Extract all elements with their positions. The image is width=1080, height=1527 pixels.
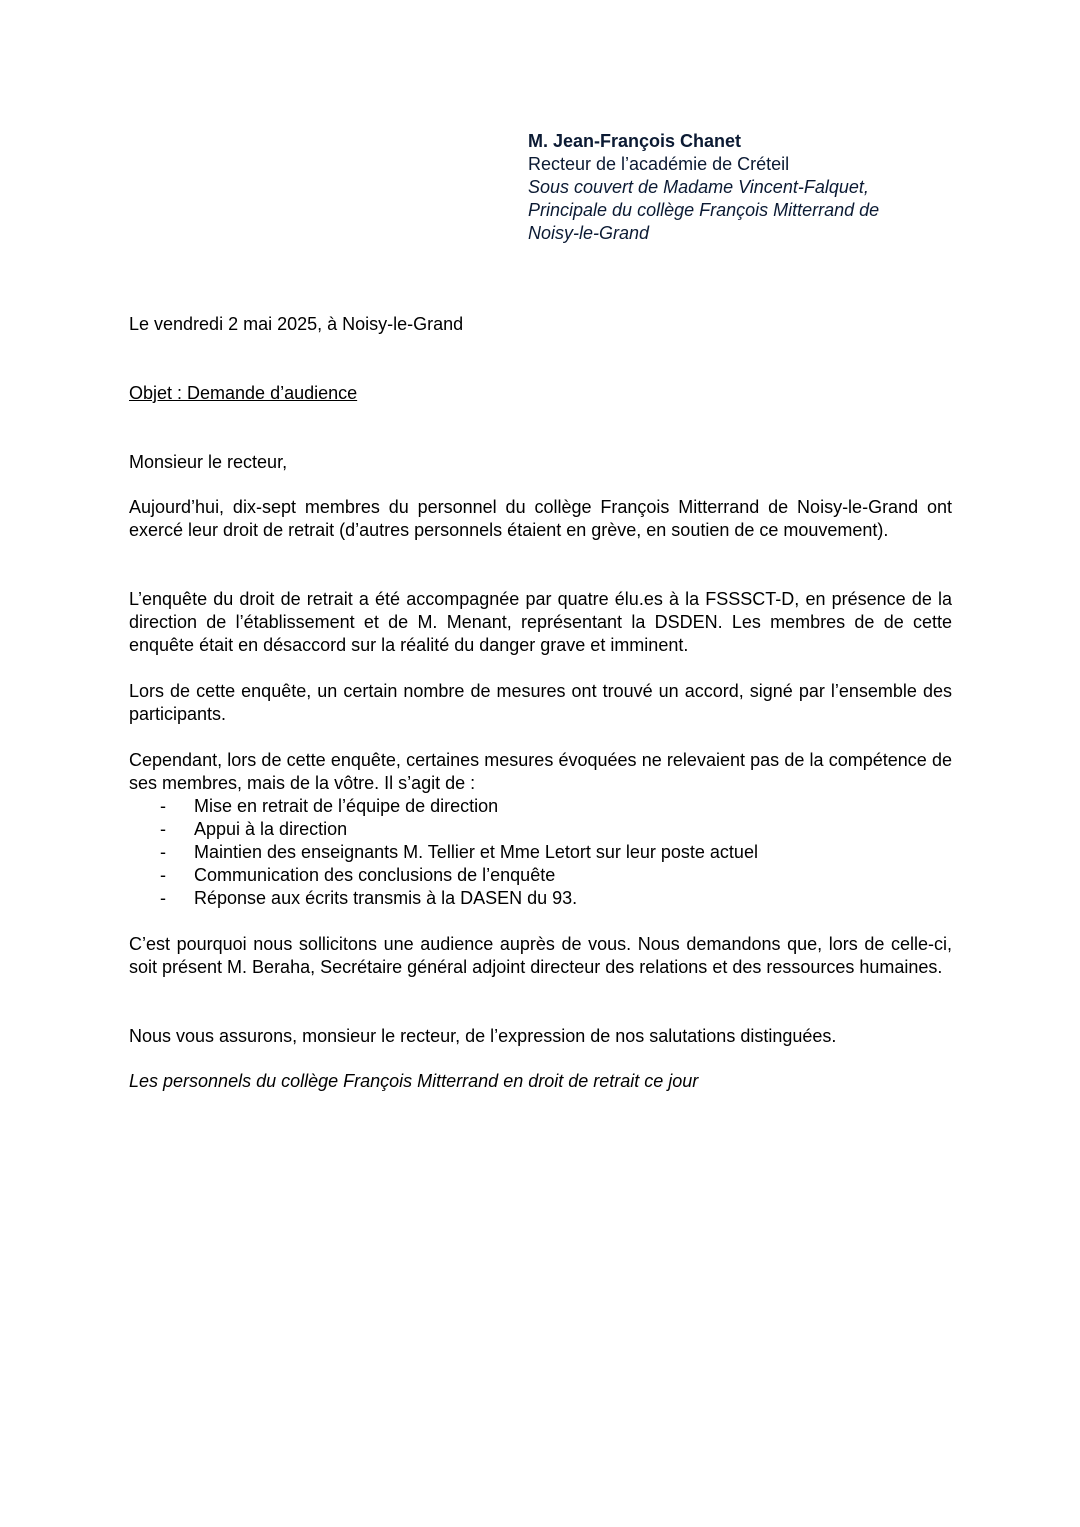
- recipient-cover-line-1: Sous couvert de Madame Vincent-Falquet,: [528, 177, 869, 197]
- recipient-title: Recteur de l’académie de Créteil: [528, 154, 790, 174]
- list-item-text: Maintien des enseignants M. Tellier et Mme Letort sur leur poste actuel: [194, 842, 758, 862]
- paragraph-5: C’est pourquoi nous sollicitons une audience auprès de vous. Nous demandons que, lors de celle-ci, soit présent M. Beraha, Secrétaire général adjoint directeur des relations et des ressources humaines.: [129, 934, 952, 977]
- recipient-block: [528, 130, 968, 245]
- letter-object: Objet : Demande d’audience: [129, 383, 358, 403]
- paragraph-4-block: [129, 749, 952, 910]
- list-bullet: -: [160, 842, 166, 862]
- paragraph-3: Lors de cette enquête, un certain nombre de mesures ont trouvé un accord, signé par l’ensemble des participants.: [129, 681, 952, 724]
- list-item-text: Mise en retrait de l’équipe de direction: [194, 796, 499, 816]
- list-item: [129, 841, 952, 864]
- list-item-text: Communication des conclusions de l’enquête: [194, 865, 556, 885]
- list-bullet: -: [160, 819, 166, 839]
- list-bullet: -: [160, 796, 166, 816]
- paragraph-6: Nous vous assurons, monsieur le recteur, de l’expression de nos salutations distinguées.: [129, 1026, 837, 1046]
- letter-salutation: Monsieur le recteur,: [129, 452, 288, 472]
- recipient-cover-line-3: Noisy-le-Grand: [528, 223, 650, 243]
- recipient-name: M. Jean-François Chanet: [528, 131, 742, 151]
- signature: Les personnels du collège François Mitterrand en droit de retrait ce jour: [129, 1071, 699, 1091]
- list-item: [129, 795, 952, 818]
- paragraph-4: Cependant, lors de cette enquête, certaines mesures évoquées ne relevaient pas de la compétence de ses membres, mais de la vôtre. Il s’agit de :: [129, 750, 952, 793]
- list-bullet: -: [160, 888, 166, 908]
- measures-list: [129, 795, 952, 910]
- list-item: [129, 818, 952, 841]
- list-bullet: -: [160, 865, 166, 885]
- list-item-text: Appui à la direction: [194, 819, 348, 839]
- list-item-text: Réponse aux écrits transmis à la DASEN du 93.: [194, 888, 578, 908]
- letter-date: Le vendredi 2 mai 2025, à Noisy-le-Grand: [129, 314, 464, 334]
- paragraph-1: Aujourd’hui, dix-sept membres du personnel du collège François Mitterrand de Noisy-le-Grand ont exercé leur droit de retrait (d’autres personnels étaient en grève, en soutien de ce mouvement).: [129, 497, 952, 540]
- paragraph-2: L’enquête du droit de retrait a été accompagnée par quatre élu.es à la FSSSCT-D, en présence de la direction de l’établissement et de M. Menant, représentant la DSDEN. Les membres de de cette enquête était en désaccord sur la réalité du danger grave et imminent.: [129, 589, 952, 655]
- recipient-cover-line-2: Principale du collège François Mitterrand de: [528, 200, 880, 220]
- list-item: [129, 864, 952, 887]
- list-item: [129, 887, 952, 910]
